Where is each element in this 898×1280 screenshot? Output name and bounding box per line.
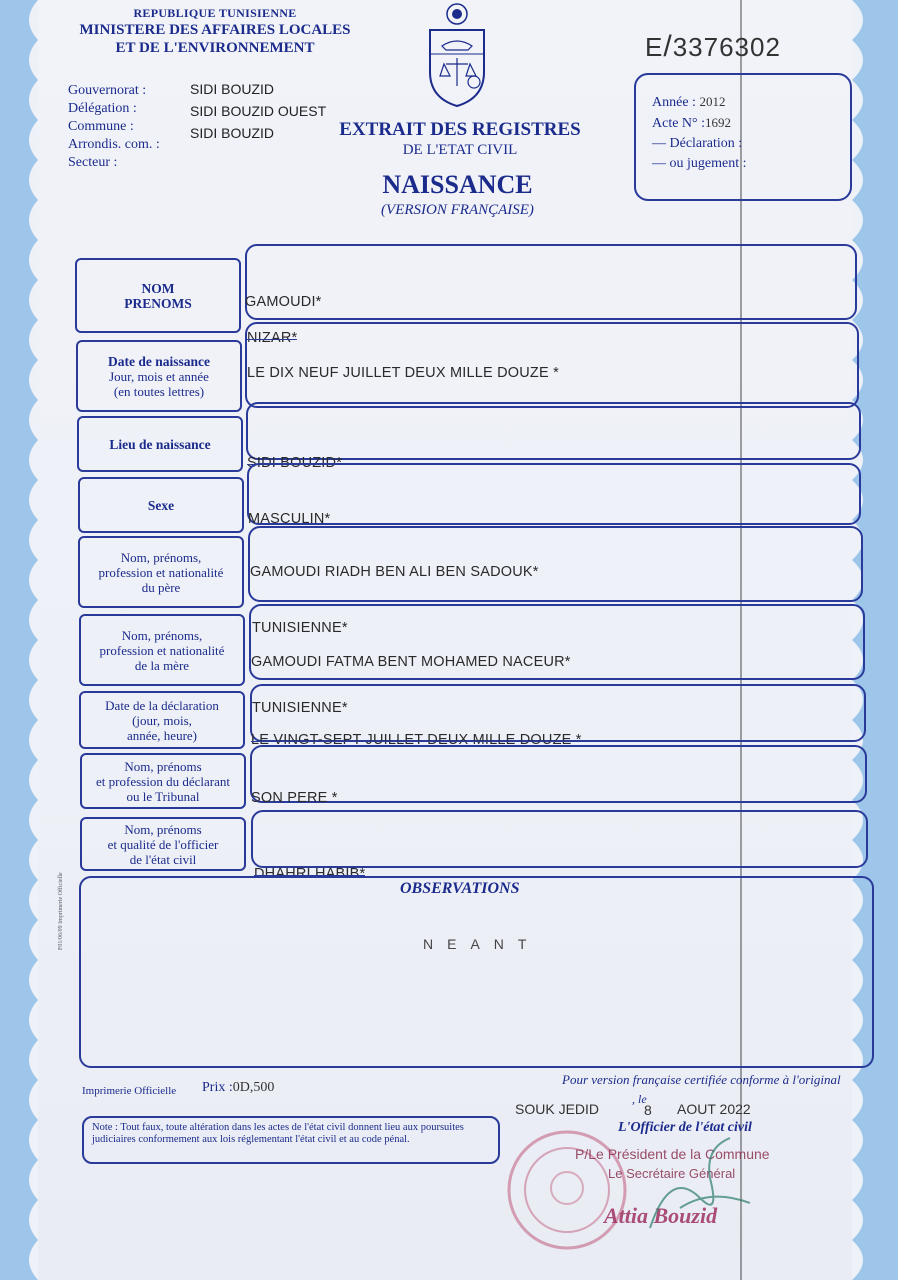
declarant-field xyxy=(250,745,867,803)
delegation-value: SIDI BOUZID OUEST xyxy=(190,103,327,119)
officier-value: DHAHRI HABIB* xyxy=(254,866,366,882)
gouvernorat-value: SIDI BOUZID xyxy=(190,81,275,97)
delegation-label: Délégation : xyxy=(68,101,137,116)
date-naissance-value: LE DIX NEUF JUILLET DEUX MILLE DOUZE * xyxy=(247,365,559,381)
pere-value: GAMOUDI RIADH BEN ALI BEN SADOUK* xyxy=(250,564,539,580)
acte-details xyxy=(652,92,747,174)
decl-label-1: Date de la déclaration xyxy=(105,697,219,713)
serial-digits: 3376302 xyxy=(672,32,781,62)
date-label-2: Jour, mois et année xyxy=(109,368,209,384)
declaration-date-value: LE VINGT-SEPT JUILLET DEUX MILLE DOUZE * xyxy=(251,732,582,748)
declaration-date-label xyxy=(79,691,245,749)
mere-label-1: Nom, prénoms, xyxy=(121,627,203,643)
sexe-value: MASCULIN* xyxy=(248,511,331,527)
title-version: (VERSION FRANÇAISE) xyxy=(381,202,534,218)
lieu-field xyxy=(246,402,861,460)
nom-value: GAMOUDI* xyxy=(245,294,322,310)
declaration-label: — Déclaration : xyxy=(652,136,743,151)
admin-values xyxy=(190,81,326,147)
sexe-label-text: Sexe xyxy=(147,497,175,513)
pere-label-2: profession et nationalité xyxy=(98,564,224,580)
lieu-label: Lieu de naissance xyxy=(109,436,211,452)
issue-month-year: AOUT 2022 xyxy=(677,1101,751,1117)
serial-number: E/3376302 xyxy=(645,30,781,63)
legal-note: Note : Tout faux, toute altération dans les actes de l'état civil donnent lieu aux poursuites judiciaires conformement aux lois réglementant l'état civil et au code pénal. xyxy=(82,1116,500,1164)
price-label: Prix : xyxy=(202,1080,233,1095)
date-label-3: (en toutes lettres) xyxy=(113,383,205,399)
pere-label-1: Nom, prénoms, xyxy=(120,549,202,565)
acte-value: 1692 xyxy=(705,115,732,130)
title-extrait: EXTRAIT DES REGISTRES xyxy=(339,119,581,140)
secretary-label: Le Secrétaire Général xyxy=(608,1166,736,1181)
officier-label-2: et qualité de l'officier xyxy=(107,836,219,852)
tunisia-coat-of-arms-icon xyxy=(422,2,492,110)
admin-labels xyxy=(68,82,160,172)
prenom-value: NIZAR* xyxy=(247,330,298,346)
declarant-label-3: ou le Tribunal xyxy=(126,788,200,804)
issue-le: , le xyxy=(632,1092,647,1106)
mere-value: GAMOUDI FATMA BENT MOHAMED NACEUR* xyxy=(251,654,571,670)
annee-label: Année : xyxy=(652,95,696,110)
date-label-1: Date de naissance xyxy=(108,353,210,369)
gouvernorat-label: Gouvernorat : xyxy=(68,83,147,98)
signature-scribble-icon xyxy=(640,1128,770,1238)
jugement-label: — ou jugement : xyxy=(652,156,747,171)
mere-label-2: profession et nationalité xyxy=(99,642,225,658)
pere-label xyxy=(78,536,244,608)
form-reference: F01/06/09 Imprimerie Officielle xyxy=(58,872,64,950)
nom-label: NOM xyxy=(141,280,175,296)
mere-nationality-value: TUNISIENNE* xyxy=(252,700,348,716)
title-etat-civil: DE L'ETAT CIVIL xyxy=(402,142,518,158)
commune-value: SIDI BOUZID xyxy=(190,125,275,141)
date-naissance-label xyxy=(76,340,242,412)
lieu-naissance-value: SIDI BOUZID* xyxy=(247,455,343,471)
president-label: P/Le Président de la Commune xyxy=(575,1146,770,1162)
officier-label-1: Nom, prénoms xyxy=(124,821,202,837)
price xyxy=(202,1080,274,1096)
observations-title: OBSERVATIONS xyxy=(400,880,520,897)
ministry-line-1: MINISTERE DES AFFAIRES LOCALES xyxy=(79,22,351,38)
title-naissance: NAISSANCE xyxy=(382,170,533,199)
pere-label-3: du père xyxy=(141,579,181,595)
pere-nationality-value: TUNISIENNE* xyxy=(252,620,348,636)
ministry-header xyxy=(70,6,360,57)
sexe-field xyxy=(247,463,861,525)
signatory-name: Attia Bouzid xyxy=(604,1203,718,1228)
observations-box xyxy=(79,876,874,1068)
republic-label: REPUBLIQUE TUNISIENNE xyxy=(133,6,297,20)
mere-label xyxy=(79,614,245,686)
acte-label: Acte N° : xyxy=(652,116,706,131)
declarant-label-2: et profession du déclarant xyxy=(96,773,230,789)
serial-prefix: E xyxy=(645,32,664,62)
commune-label: Commune : xyxy=(68,119,134,134)
printer-label: Imprimerie Officielle xyxy=(82,1085,177,1097)
annee-value: 2012 xyxy=(699,94,726,109)
decl-label-3: année, heure) xyxy=(126,727,197,743)
declarant-value: SON PERE * xyxy=(251,790,338,806)
prenoms-label: PRENOMS xyxy=(124,295,192,311)
ministry-line-2: ET DE L'ENVIRONNEMENT xyxy=(115,40,315,56)
price-value: 0D,500 xyxy=(232,1080,275,1095)
officier-label-3: de l'état civil xyxy=(129,851,197,867)
sexe-label xyxy=(78,477,244,533)
decl-label-2: (jour, mois, xyxy=(132,712,192,728)
nom-prenoms-label xyxy=(75,258,241,333)
lieu-naissance-label xyxy=(77,416,243,472)
secteur-label: Secteur : xyxy=(68,155,118,170)
declarant-label xyxy=(80,753,246,809)
officier-field xyxy=(251,810,868,868)
declarant-label-1: Nom, prénoms xyxy=(124,758,202,774)
issue-day: 8 xyxy=(644,1102,652,1118)
certification-text: Pour version française certifiée conforme à l'original xyxy=(562,1072,841,1087)
arrondissement-label: Arrondis. com. : xyxy=(68,137,160,152)
officer-title: L'Officier de l'état civil xyxy=(618,1120,752,1135)
issue-place: SOUK JEDID xyxy=(515,1101,600,1117)
observations-value: NEANT xyxy=(423,936,541,952)
officier-label xyxy=(80,817,246,871)
mere-label-3: de la mère xyxy=(134,657,190,673)
nom-field xyxy=(245,244,857,320)
guilloche-border-left xyxy=(0,0,38,1280)
